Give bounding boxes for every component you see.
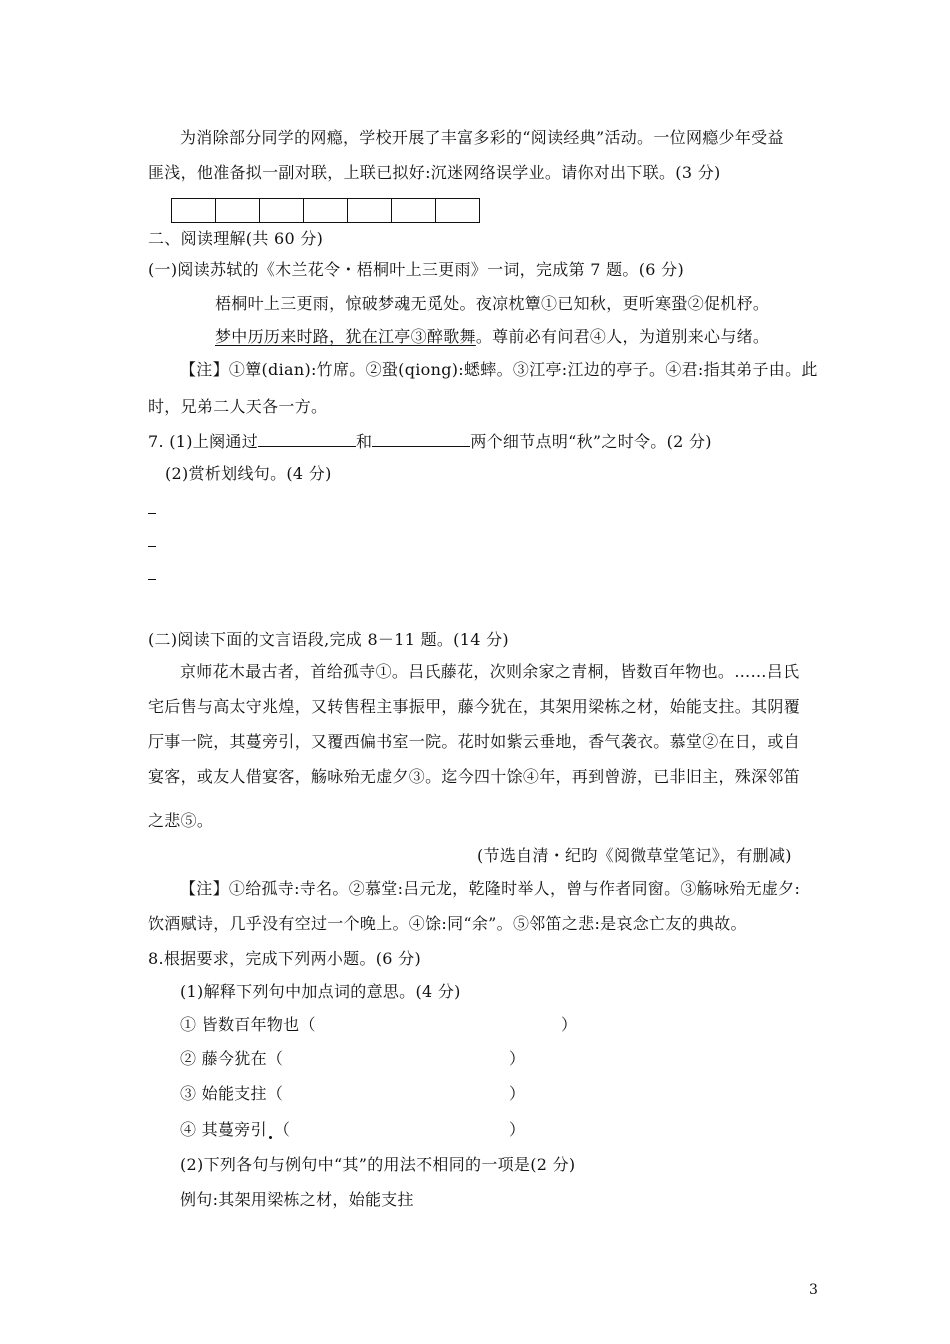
couplet-answer-boxes[interactable] xyxy=(172,198,480,223)
answer-box[interactable] xyxy=(303,198,348,223)
classical-text-line-5: 之悲⑤。 xyxy=(148,811,214,830)
part1-note-line-1: 【注】①簟(dian):竹席。②蛩(qiong):蟋蟀。③江亭:江边的亭子。④君:指其弟子由。此 xyxy=(180,360,818,379)
source-citation: (节选自清・纪昀《阅微草堂笔记》，有删减) xyxy=(477,846,792,865)
answer-blank[interactable] xyxy=(258,430,356,447)
answer-line[interactable] xyxy=(148,513,156,514)
intro-line-1: 为消除部分同学的网瘾，学校开展了丰富多彩的“阅读经典”活动。一位网瘾少年受益 xyxy=(180,128,784,147)
answer-box[interactable] xyxy=(215,198,260,223)
part2-note-line-2: 饮酒赋诗，几乎没有空过一个晚上。④馀:同“余”。⑤邻笛之悲:是哀念亡友的典故。 xyxy=(148,914,747,933)
intro-line-2: 匪浅，他准备拟一副对联，上联已拟好:沉迷网络误学业。请你对出下联。(3 分) xyxy=(148,163,721,182)
classical-text-line-4: 宴客，或友人借宴客，觞咏殆无虚夕③。迄今四十馀④年，再到曾游，已非旧主，殊深邻笛 xyxy=(148,767,801,786)
poem-line-2: 梦中历历来时路，犹在江亭③醉歌舞。尊前必有问君④人，为道别来心与绪。 xyxy=(215,327,770,346)
q8-item-3-close: ） xyxy=(509,1084,526,1103)
classical-text-line-2: 宅后售与高太守兆煌，又转售程主事振甲，藤今犹在，其架用梁栋之材，始能支拄。其阴覆 xyxy=(148,697,801,716)
answer-box[interactable] xyxy=(171,198,216,223)
underlined-line: 梦中历历来时路，犹在江亭③醉歌舞 xyxy=(215,327,476,346)
answer-line[interactable] xyxy=(148,579,156,580)
q8-item-1-close: ） xyxy=(561,1015,578,1034)
q8-title: 8.根据要求，完成下列两小题。(6 分) xyxy=(148,949,422,968)
q8-item-2-close: ） xyxy=(509,1049,526,1068)
q8-item-2: ② 藤今犹在（ xyxy=(180,1049,284,1068)
q8-2: (2)下列各句与例句中“其”的用法不相同的一项是(2 分) xyxy=(180,1155,576,1174)
q8-item-3: ③ 始能支拄（ xyxy=(180,1084,284,1103)
q8-1: (1)解释下列句中加点词的意思。(4 分) xyxy=(180,982,461,1001)
part2-heading: (二)阅读下面的文言语段,完成 8－11 题。(14 分) xyxy=(148,630,509,649)
q8-item-4: ④ 其蔓旁引 （ xyxy=(180,1120,291,1139)
answer-box[interactable] xyxy=(259,198,304,223)
part1-heading: (一)阅读苏轼的《木兰花令・梧桐叶上三更雨》一词，完成第 7 题。(6 分) xyxy=(148,260,684,279)
section-2-title: 二、阅读理解(共 60 分) xyxy=(148,229,324,248)
q8-item-1: ① 皆数百年物也（ xyxy=(180,1015,316,1034)
classical-text-line-3: 厅事一院，其蔓旁引，又覆西偏书室一院。花时如紫云垂地，香气袭衣。慕堂②在日，或自 xyxy=(148,732,801,751)
part1-note-line-2: 时，兄弟二人天各一方。 xyxy=(148,397,328,416)
part2-note-line-1: 【注】①给孤寺:寺名。②慕堂:吕元龙，乾隆时举人，曾与作者同窗。③觞咏殆无虚夕: xyxy=(180,879,801,898)
q7-1: 7. (1)上阕通过 和 两个细节点明“秋”之时令。(2 分) xyxy=(148,432,712,451)
answer-box[interactable] xyxy=(435,198,480,223)
poem-line-1: 梧桐叶上三更雨，惊破梦魂无觅处。夜凉枕簟①已知秋，更听寒蛩②促机杼。 xyxy=(215,294,770,313)
page-number: 3 xyxy=(809,1282,818,1298)
example-sentence: 例句:其架用梁栋之材，始能支拄 xyxy=(180,1190,414,1209)
answer-line[interactable] xyxy=(148,546,156,547)
q8-item-4-close: ） xyxy=(509,1120,526,1139)
emphasis-dot xyxy=(269,1136,272,1139)
answer-box[interactable] xyxy=(347,198,392,223)
classical-text-line-1: 京师花木最古者，首给孤寺①。吕氏藤花，次则余家之青桐，皆数百年物也。……吕氏 xyxy=(180,662,800,681)
answer-blank[interactable] xyxy=(372,430,470,447)
answer-box[interactable] xyxy=(391,198,436,223)
q7-2: (2)赏析划线句。(4 分) xyxy=(165,464,332,483)
